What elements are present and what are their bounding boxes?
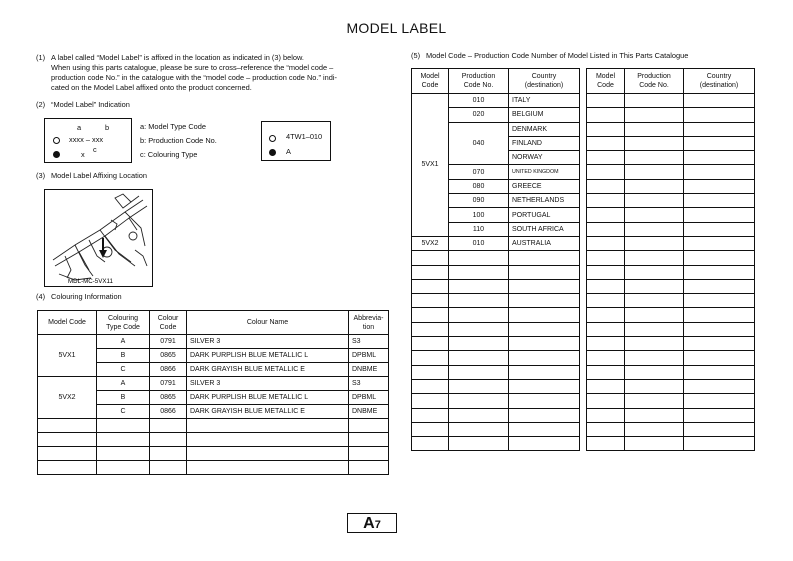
table-row (412, 236, 580, 250)
empty-row (587, 379, 755, 393)
destination-table-header (587, 69, 755, 94)
country-cell: BELGIUM (509, 108, 580, 122)
page-title: MODEL LABEL (346, 20, 447, 36)
section-4-number: (4) (36, 292, 46, 301)
prod-code-cell: 010 (449, 236, 509, 250)
header-prod-line-2: Code No. (639, 82, 669, 89)
empty-row (38, 419, 389, 433)
empty-row (412, 308, 580, 322)
name-cell: DARK PURPLISH BLUE METALLIC L (187, 349, 349, 363)
empty-row (38, 461, 389, 475)
section-1-line-4: cated on the Model Label affixed onto the product concerned. (51, 83, 252, 92)
section-2-title: “Model Label” Indication (51, 100, 130, 109)
empty-row (587, 422, 755, 436)
example-colour: A (286, 147, 291, 156)
figure-caption: MDL-MC-5VX11 (68, 278, 113, 285)
legend-c: c: Colouring Type (140, 150, 198, 159)
code-cell: 0791 (150, 377, 187, 391)
empty-row (587, 94, 755, 108)
prod-code-cell: 080 (449, 179, 509, 193)
empty-row (412, 365, 580, 379)
section-1-number: (1) (36, 53, 46, 62)
abbr-cell: DNBME (349, 363, 389, 377)
motorcycle-frame-drawing (45, 190, 152, 286)
abbr-cell: DNBME (349, 405, 389, 419)
page-number-digit: 7 (374, 519, 381, 531)
header-country-line-1: Country (706, 73, 732, 80)
model-code-cell: 5VX2 (38, 377, 97, 419)
country-cell: PORTUGAL (509, 208, 580, 222)
header-abbr-line-1: Abbrevia- (353, 314, 384, 322)
empty-row (412, 394, 580, 408)
country-cell: GREECE (509, 179, 580, 193)
page-number-letter: A (363, 515, 375, 532)
name-cell: SILVER 3 (187, 335, 349, 349)
empty-row (412, 279, 580, 293)
code-placeholder: xxxx – xxx (69, 135, 104, 144)
destination-table-left (411, 68, 580, 451)
header-model-code (587, 69, 625, 94)
prod-code-cell: 070 (449, 165, 509, 179)
table-row (38, 335, 389, 349)
type-cell: C (97, 363, 150, 377)
name-cell: DARK GRAYISH BLUE METALLIC E (187, 405, 349, 419)
empty-row (587, 122, 755, 136)
type-cell: B (97, 391, 150, 405)
section-2-heading (36, 100, 130, 110)
empty-row (412, 408, 580, 422)
example-label-box (261, 121, 331, 161)
empty-row (412, 422, 580, 436)
empty-row (587, 151, 755, 165)
empty-row (587, 437, 755, 451)
destination-table-header (412, 69, 580, 94)
section-1-line-1: A label called “Model Label” is affixed in the location as indicated in (3) below. (51, 53, 304, 62)
empty-row (587, 222, 755, 236)
colouring-table-header (38, 311, 389, 335)
empty-row (587, 294, 755, 308)
header-production-code (449, 69, 509, 94)
model-code-cell: 5VX1 (412, 94, 449, 237)
empty-row (412, 251, 580, 265)
header-prod-line-2: Code No. (463, 82, 494, 89)
header-abbr-line-2: tion (362, 323, 375, 331)
country-cell: NETHERLANDS (509, 194, 580, 208)
header-country (509, 69, 580, 94)
header-country-line-1: Country (531, 73, 557, 80)
empty-row (587, 251, 755, 265)
header-colour-line-1: Colour (157, 314, 179, 322)
empty-row (587, 351, 755, 365)
section-3-heading (36, 171, 147, 181)
prod-code-cell: 010 (449, 94, 509, 108)
empty-row (412, 437, 580, 451)
empty-row (587, 408, 755, 422)
abbr-cell: S3 (349, 377, 389, 391)
section-3-title: Model Label Affixing Location (51, 171, 148, 180)
table-row (38, 377, 389, 391)
type-cell: A (97, 377, 150, 391)
empty-row (587, 265, 755, 279)
section-5-number: (5) (411, 51, 421, 60)
empty-row (587, 208, 755, 222)
section-5-heading (411, 51, 688, 61)
country-cell: DENMARK (509, 122, 580, 136)
name-cell: SILVER 3 (187, 377, 349, 391)
empty-row (587, 108, 755, 122)
frame-illustration (44, 189, 153, 287)
country-cell: FINLAND (509, 136, 580, 150)
code-cell: 0866 (150, 363, 187, 377)
section-1 (36, 53, 396, 93)
code-cell: 0865 (150, 391, 187, 405)
empty-row (587, 179, 755, 193)
empty-row (587, 165, 755, 179)
page-number (347, 513, 397, 533)
section-2-number: (2) (36, 100, 46, 109)
model-label-diagram (44, 118, 132, 163)
empty-row (587, 322, 755, 336)
table-row (412, 94, 580, 108)
filled-circle-icon (53, 151, 60, 158)
country-cell: NORWAY (509, 151, 580, 165)
empty-row (587, 394, 755, 408)
section-1-line-3: production code No.” in the catalogue with the “model code – production code No.” indi- (51, 73, 337, 82)
section-1-line-2: When using this parts catalogue, please be sure to cross–reference the “model code – (51, 63, 334, 72)
header-model-code (412, 69, 449, 94)
example-code: 4TW1–010 (286, 132, 323, 141)
section-5-title: Model Code – Production Code Number of Model Listed in This Parts Catalogue (426, 51, 689, 60)
type-cell: C (97, 405, 150, 419)
country-cell: ITALY (509, 94, 580, 108)
empty-row (587, 136, 755, 150)
header-abbreviation (349, 311, 389, 335)
abbr-cell: DPBML (349, 391, 389, 405)
abbr-cell: DPBML (349, 349, 389, 363)
header-model-line-1: Model (595, 73, 616, 80)
section-4-title: Colouring Information (51, 292, 122, 301)
empty-row (587, 279, 755, 293)
header-prod-line-1: Production (637, 73, 671, 80)
header-model-line-1: Model (420, 73, 440, 80)
name-cell: DARK GRAYISH BLUE METALLIC E (187, 363, 349, 377)
destination-table-right (586, 68, 755, 451)
legend-a: a: Model Type Code (140, 122, 207, 131)
prod-code-cell: 040 (449, 122, 509, 165)
header-production-code (625, 69, 684, 94)
empty-row (38, 433, 389, 447)
empty-row (587, 365, 755, 379)
empty-row (412, 265, 580, 279)
section-4-heading (36, 292, 122, 302)
colouring-table (37, 310, 389, 475)
header-colouring-type (97, 311, 150, 335)
x-mark: x (81, 150, 85, 159)
abbr-cell: S3 (349, 335, 389, 349)
prod-code-cell: 090 (449, 194, 509, 208)
empty-row (412, 351, 580, 365)
header-country-line-2: (destination) (524, 82, 564, 89)
prod-code-cell: 110 (449, 222, 509, 236)
type-cell: B (97, 349, 150, 363)
header-prod-line-1: Production (461, 73, 496, 80)
open-circle-icon (269, 135, 276, 142)
country-cell: AUSTRALIA (509, 236, 580, 250)
header-country-line-2: (destination) (699, 82, 739, 89)
empty-row (412, 337, 580, 351)
header-colour-name: Colour Name (187, 311, 349, 335)
prod-code-cell: 020 (449, 108, 509, 122)
label-b-marker: b (105, 123, 110, 132)
label-legend (140, 122, 217, 160)
type-cell: A (97, 335, 150, 349)
legend-b: b: Production Code No. (140, 136, 217, 145)
header-colouring-line-1: Colouring (108, 314, 138, 322)
empty-row (587, 308, 755, 322)
filled-circle-icon (269, 149, 276, 156)
empty-row (38, 447, 389, 461)
label-a-marker: a (77, 123, 82, 132)
code-cell: 0791 (150, 335, 187, 349)
model-code-cell: 5VX1 (38, 335, 97, 377)
empty-row (412, 379, 580, 393)
header-model-code: Model Code (38, 311, 97, 335)
header-colouring-line-2: Type Code (106, 323, 140, 331)
header-country (684, 69, 755, 94)
prod-code-cell: 100 (449, 208, 509, 222)
empty-row (412, 294, 580, 308)
code-cell: 0865 (150, 349, 187, 363)
section-3-number: (3) (36, 171, 46, 180)
header-colour-code (150, 311, 187, 335)
country-cell: UNITED KINGDOM (509, 165, 580, 179)
empty-row (412, 322, 580, 336)
header-model-line-2: Code (421, 82, 439, 89)
country-cell: SOUTH AFRICA (509, 222, 580, 236)
empty-row (587, 236, 755, 250)
label-c-marker: c (93, 145, 97, 154)
model-code-cell: 5VX2 (412, 236, 449, 250)
code-cell: 0866 (150, 405, 187, 419)
header-colour-line-2: Code (159, 323, 177, 331)
empty-row (587, 194, 755, 208)
open-circle-icon (53, 137, 60, 144)
empty-row (587, 337, 755, 351)
name-cell: DARK PURPLISH BLUE METALLIC L (187, 391, 349, 405)
header-model-line-2: Code (597, 82, 614, 89)
